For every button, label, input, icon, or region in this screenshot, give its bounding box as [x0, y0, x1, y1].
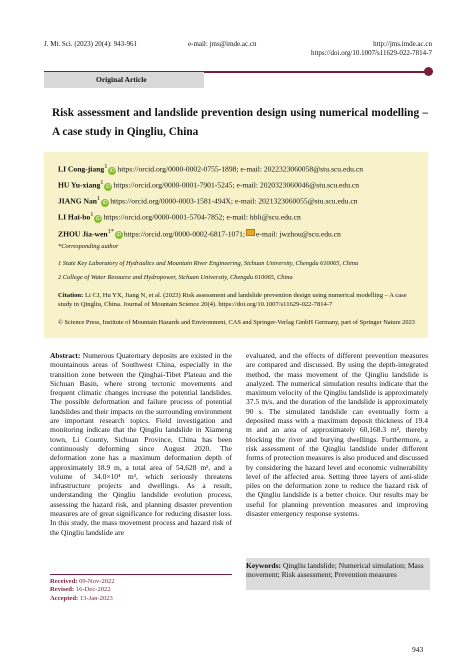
orcid-icon[interactable]: iD — [106, 183, 111, 190]
affiliation-2: 2 College of Water Resource and Hydropower, Sichuan University, Chengdu 610065, China — [58, 274, 293, 281]
header-rule-dot — [424, 67, 433, 76]
author-contact[interactable]: https://orcid.org/0000-0001-7901-5245; e-mail: 2020323060046@stu.scu.edu.cn — [113, 180, 360, 190]
journal-citation: J. Mt. Sci. (2023) 20(4): 943-961 — [44, 40, 137, 48]
author-contact[interactable]: https://orcid.org/0000-0002-6817-1071; — [123, 229, 246, 239]
author-sup: 1* — [107, 227, 114, 235]
author-email[interactable]: e-mail: jwzhou@scu.edu.cn — [256, 229, 341, 239]
received-date — [50, 578, 232, 586]
citation-text: Li CJ, Hu YX, Jiang N, et al. (2023) Risk assessment and landslide prevention design using numerical modelling – A case study in Qingliu, China. Journal of Mountain Science 20(4). https://doi.org/10.1007/s11629-022-7814-7 — [58, 292, 407, 308]
author-name: ZHOU Jia-wen — [58, 229, 108, 239]
email-icon[interactable] — [246, 229, 255, 236]
author-sup: 1 — [97, 195, 101, 203]
author-contact[interactable]: https://orcid.org/0000-0002-0755-1898; e-mail: 2022323060058@stu.scu.edu.cn — [117, 164, 363, 174]
orcid-icon[interactable]: iD — [110, 167, 115, 174]
author-sup: 1 — [104, 163, 108, 170]
article-dates — [50, 574, 232, 603]
doi-url[interactable]: https://doi.org/10.1007/s11629-022-7814-7 — [311, 49, 432, 57]
author-contact[interactable]: https://orcid.org/0000-0003-1581-494X; e-mail: 2021323060055@stu.scu.edu.cn — [110, 196, 358, 206]
author-contact[interactable]: https://orcid.org/0000-0001-5704-7852; e-mail: hbli@scu.edu.cn — [103, 212, 301, 222]
corresponding-note: *Corresponding author — [58, 243, 119, 250]
article-type-tag: Original Article — [44, 72, 204, 88]
journal-email: e-mail: jms@imde.ac.cn — [188, 40, 257, 48]
author-line — [58, 225, 363, 241]
author-line — [58, 176, 363, 192]
author-name: JIANG Nan — [58, 196, 98, 206]
author-sup: 1 — [100, 179, 104, 187]
citation-label: Citation: — [58, 292, 84, 299]
author-name: HU Yu-xiang — [58, 180, 101, 190]
abstract-label: Abstract: — [50, 351, 81, 360]
abstract-right-column: evaluated, and the effects of different prevention measures are compared and discussed. By using the depth-integrated method, the mass movement of the Qingliu landslide is analyzed. The numerical simulation results indicate that the maximum velocity of the Qingliu landslide is approximately 37.5 m/s, and the duration of the landslide is approximately 90 s. The simulated landslide can eventually form a deposited mass with a maximum deposit thickness of 19.4 m and an area of approximately 60,168.3 m², thereby blocking the river and burying dwellings. Furthermore, a risk assessment of the Qingliu landslide under different forms of protection measures is also produced and discussed by considering the hazard level and economic vulnerability level of the affected area. Setting three layers of anti-slide piles on the deformation zone to reduce the hazard risk of the Qingliu landslide is a better choice. Our results may be useful for planning prevention measures and improving disaster emergency response systems. — [246, 351, 428, 519]
revised-date — [50, 586, 232, 594]
orcid-icon[interactable]: iD — [96, 215, 101, 222]
author-line — [58, 192, 363, 208]
accepted-date — [50, 595, 232, 603]
keywords-text: Qingliu landslide; Numerical simulation; Mass movement; Risk assessment; Prevention measures — [246, 561, 424, 580]
copyright: © Science Press, Institute of Mountain Hazards and Environment, CAS and Springer-Verlag GmbH Germany, part of Springer Nature 2023 — [58, 319, 415, 326]
date-label: Received: — [50, 578, 78, 585]
page-number: 943 — [412, 645, 424, 654]
author-sup: 1 — [90, 211, 94, 219]
orcid-icon[interactable]: iD — [102, 199, 108, 206]
orcid-icon[interactable]: iD — [116, 232, 122, 239]
author-line — [58, 208, 363, 224]
date-value: 13-Jan-2023 — [79, 594, 113, 602]
author-info-box — [44, 152, 428, 338]
date-label: Revised: — [50, 586, 75, 594]
article-title: Risk assessment and landslide prevention design using numerical modelling – A case study in Qingliu, China — [52, 107, 428, 138]
affiliation-1: 1 State Key Laboratory of Hydraulics and Mountain River Engineering, Sichuan University, Chengdu 610065, China — [58, 260, 359, 267]
citation — [58, 292, 420, 309]
date-value: 16-Dec-2022 — [75, 586, 111, 594]
author-name: LI Hai-bo — [58, 212, 91, 222]
journal-urls — [286, 40, 432, 58]
keywords-label: Keywords: — [246, 561, 281, 570]
journal-url[interactable]: http://jms.imde.ac.cn — [373, 40, 432, 48]
author-list — [58, 160, 363, 241]
keywords-box — [246, 558, 430, 590]
author-line — [58, 160, 363, 176]
author-name: LI Cong-jiang — [58, 164, 105, 174]
date-value: 09-Nov-2022 — [79, 578, 115, 585]
abstract-text-left: Numerous Quaternary deposits are existed in the mountainous areas of Southwest China, especially in the transition zone between the Qinghai-Tibet Plateau and the Sichuan Basin, where strong tectonic movements and frequent climatic changes increase the potential landslides. The possible deformation and failure process of potential landslides and their impacts on the surrounding environment are important research topics. Field investigation and monitoring indicate that the Qingliu landslide in Xiameng town, Li County, Sichuan Province, China has been continuously deforming since August 2020. The deformation zone has a maximum deformation depth of approximately 18.9 m, a total area of 54,628 m², and a volume of 34.0×10⁴ m³, which seriously threatens infrastructure projects and dwellings. As a result, understanding the Qingliu landslide evolution process, assessing the hazard risk, and planning disaster prevention measures are of great significance for reducing disaster loss. In this study, the mass movement process and hazard risk of the Qingliu landslide are — [50, 351, 232, 537]
date-label: Accepted: — [50, 594, 79, 602]
abstract-left-column — [50, 351, 232, 569]
